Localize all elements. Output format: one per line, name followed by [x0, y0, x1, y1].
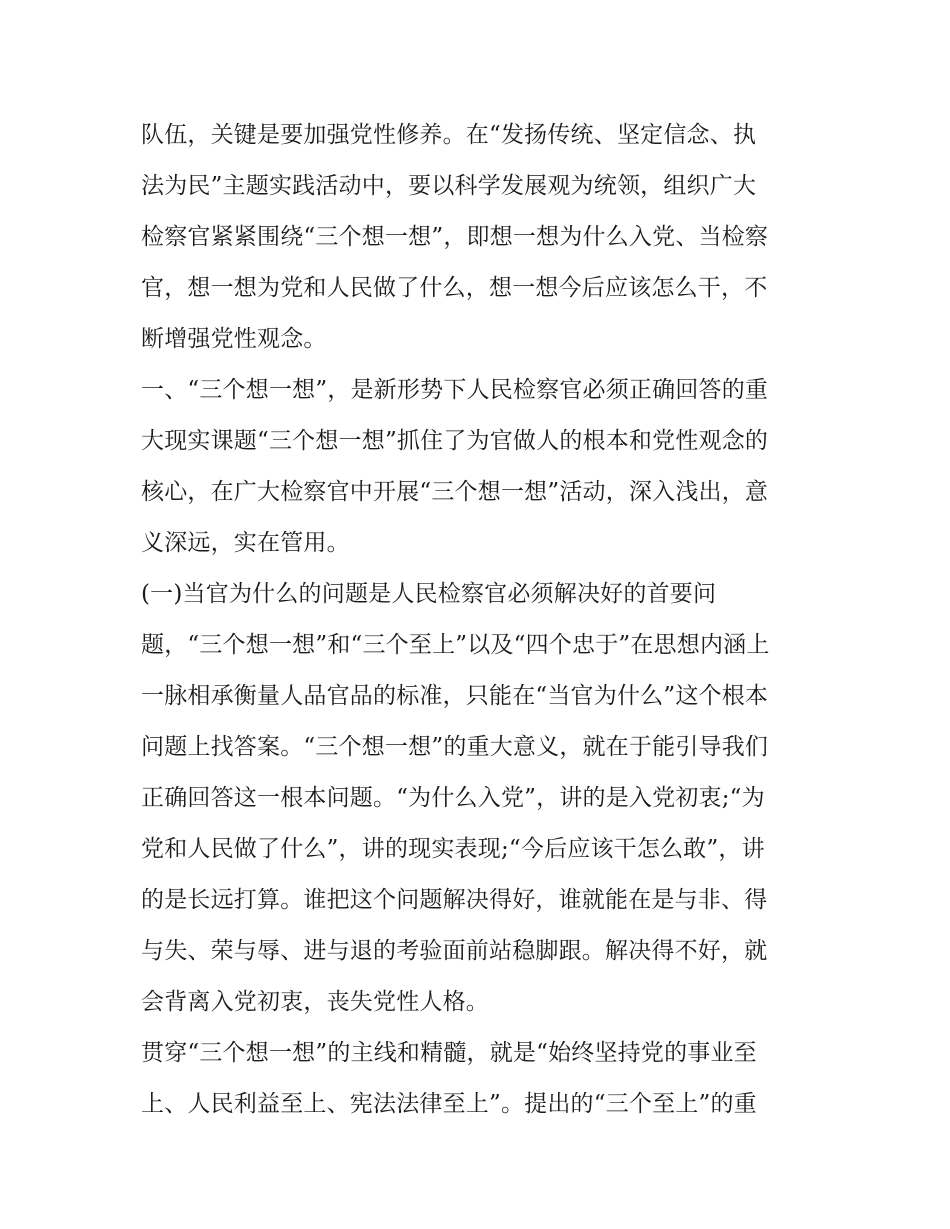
- text-line: 题，“三个想一想”和“三个至上”以及“四个忠于”在思想内涵上: [141, 632, 770, 658]
- text-line: 上、人民利益至上、宪法法律至上”。提出的“三个至上”的重: [141, 1091, 757, 1117]
- text-line: 检察官紧紧围绕“三个想一想”，即想一想为什么入党、当检察: [141, 224, 769, 250]
- text-line: 正确回答这一根本问题。“为什么入党”，讲的是入党初衷;“为: [141, 785, 765, 811]
- text-line: 的是长远打算。谁把这个问题解决得好，谁就能在是与非、得: [141, 887, 768, 913]
- text-line: 核心，在广大检察官中开展“三个想一想”活动，深入浅出，意: [141, 479, 769, 505]
- text-line: 队伍，关键是要加强党性修养。在“发扬传统、坚定信念、执: [141, 122, 757, 148]
- text-line: 与失、荣与辱、进与退的考验面前站稳脚跟。解决得不好，就: [141, 938, 768, 964]
- text-line: 会背离入党初衷，丧失党性人格。: [141, 989, 489, 1015]
- text-line: 党和人民做了什么”，讲的现实表现;“今后应该干怎么敢”，讲: [141, 836, 765, 862]
- text-line: 贯穿“三个想一想”的主线和精髓，就是“始终坚持党的事业至: [141, 1040, 757, 1066]
- text-line: 官，想一想为党和人民做了什么，想一想今后应该怎么干，不: [141, 275, 768, 301]
- text-line: 问题上找答案。“三个想一想”的重大意义，就在于能引导我们: [141, 734, 769, 760]
- text-line: 一、“三个想一想”，是新形势下人民检察官必须正确回答的重: [141, 377, 769, 403]
- text-line: (一)当官为什么的问题是人民检察官必须解决好的首要问: [141, 581, 717, 607]
- body-text: [141, 110, 821, 1130]
- text-line: 一脉相承衡量人品官品的标准，只能在“当官为什么”这个根本: [141, 683, 769, 709]
- text-line: 断增强党性观念。: [141, 326, 327, 352]
- text-line: 法为民”主题实践活动中，要以科学发展观为统领，组织广大: [141, 173, 757, 199]
- text-line: 义深远，实在管用。: [141, 530, 350, 556]
- text-line: 大现实课题“三个想一想”抓住了为官做人的根本和党性观念的: [141, 428, 769, 454]
